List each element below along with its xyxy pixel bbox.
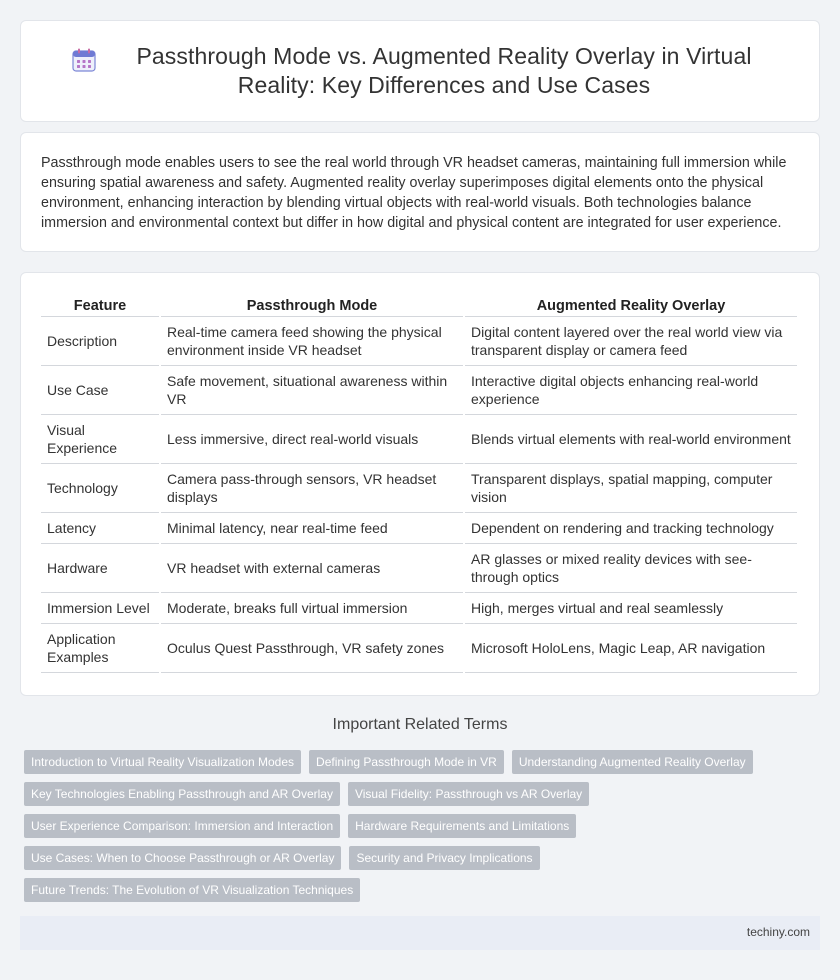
- ar-overlay-cell: AR glasses or mixed reality devices with see-through optics: [465, 544, 797, 593]
- related-term-link[interactable]: Security and Privacy Implications: [349, 846, 539, 870]
- feature-cell: Visual Experience: [41, 415, 159, 464]
- table-row: [41, 464, 797, 513]
- feature-cell: Technology: [41, 464, 159, 513]
- passthrough-cell: Moderate, breaks full virtual immersion: [161, 593, 463, 624]
- calendar-icon: [71, 47, 97, 73]
- footer-site-name: techiny.com: [746, 925, 810, 939]
- passthrough-cell: Less immersive, direct real-world visuals: [161, 415, 463, 464]
- related-term-link[interactable]: Understanding Augmented Reality Overlay: [512, 750, 753, 774]
- comparison-table: [39, 293, 799, 673]
- related-term-link[interactable]: Use Cases: When to Choose Passthrough or AR Overlay: [24, 846, 341, 870]
- title-card: [20, 20, 820, 122]
- ar-overlay-cell: High, merges virtual and real seamlessly: [465, 593, 797, 624]
- passthrough-cell: Camera pass-through sensors, VR headset displays: [161, 464, 463, 513]
- tag-row: [24, 814, 814, 838]
- intro-card: [20, 132, 820, 252]
- header-ar-overlay: Augmented Reality Overlay: [465, 293, 797, 317]
- tag-row: [24, 878, 814, 902]
- passthrough-cell: Minimal latency, near real-time feed: [161, 513, 463, 544]
- table-row: [41, 544, 797, 593]
- tag-row: [24, 846, 814, 870]
- feature-cell: Description: [41, 317, 159, 366]
- header-feature: Feature: [41, 293, 159, 317]
- tag-row: [24, 782, 814, 806]
- passthrough-cell: Real-time camera feed showing the physical environment inside VR headset: [161, 317, 463, 366]
- table-row: [41, 415, 797, 464]
- tag-row: [24, 750, 814, 774]
- ar-overlay-cell: Transparent displays, spatial mapping, computer vision: [465, 464, 797, 513]
- related-terms-list: [24, 750, 814, 910]
- table-row: [41, 366, 797, 415]
- ar-overlay-cell: Dependent on rendering and tracking technology: [465, 513, 797, 544]
- title-wrap: [71, 42, 769, 100]
- related-term-link[interactable]: Key Technologies Enabling Passthrough and AR Overlay: [24, 782, 340, 806]
- ar-overlay-cell: Blends virtual elements with real-world environment: [465, 415, 797, 464]
- header-passthrough: Passthrough Mode: [161, 293, 463, 317]
- footer: [20, 916, 820, 950]
- ar-overlay-cell: Microsoft HoloLens, Magic Leap, AR navigation: [465, 624, 797, 673]
- table-row: [41, 317, 797, 366]
- related-term-link[interactable]: Defining Passthrough Mode in VR: [309, 750, 504, 774]
- feature-cell: Immersion Level: [41, 593, 159, 624]
- comparison-card: [20, 272, 820, 696]
- feature-cell: Hardware: [41, 544, 159, 593]
- table-row: [41, 593, 797, 624]
- passthrough-cell: Safe movement, situational awareness within VR: [161, 366, 463, 415]
- feature-cell: Application Examples: [41, 624, 159, 673]
- passthrough-cell: VR headset with external cameras: [161, 544, 463, 593]
- related-term-link[interactable]: Hardware Requirements and Limitations: [348, 814, 576, 838]
- related-term-link[interactable]: Introduction to Virtual Reality Visualization Modes: [24, 750, 301, 774]
- feature-cell: Use Case: [41, 366, 159, 415]
- intro-paragraph: Passthrough mode enables users to see the real world through VR headset cameras, maintaining full immersion while ensuring spatial awareness and safety. Augmented reality overlay superimposes digital elements onto the physical environment, enhancing interaction by blending virtual objects with real-world visuals. Both technologies balance immersion and environmental context but differ in how digital and physical content are integrated for user experience.: [41, 155, 787, 231]
- related-term-link[interactable]: Future Trends: The Evolution of VR Visualization Techniques: [24, 878, 360, 902]
- related-term-link[interactable]: User Experience Comparison: Immersion and Interaction: [24, 814, 340, 838]
- feature-cell: Latency: [41, 513, 159, 544]
- table-row: [41, 624, 797, 673]
- ar-overlay-cell: Digital content layered over the real world view via transparent display or camera feed: [465, 317, 797, 366]
- table-row: [41, 513, 797, 544]
- passthrough-cell: Oculus Quest Passthrough, VR safety zones: [161, 624, 463, 673]
- table-header-row: [41, 293, 797, 317]
- related-term-link[interactable]: Visual Fidelity: Passthrough vs AR Overlay: [348, 782, 589, 806]
- ar-overlay-cell: Interactive digital objects enhancing real-world experience: [465, 366, 797, 415]
- page-title: Passthrough Mode vs. Augmented Reality Overlay in Virtual Reality: Key Differences and Use Cases: [136, 43, 752, 98]
- related-terms-heading: Important Related Terms: [332, 716, 508, 733]
